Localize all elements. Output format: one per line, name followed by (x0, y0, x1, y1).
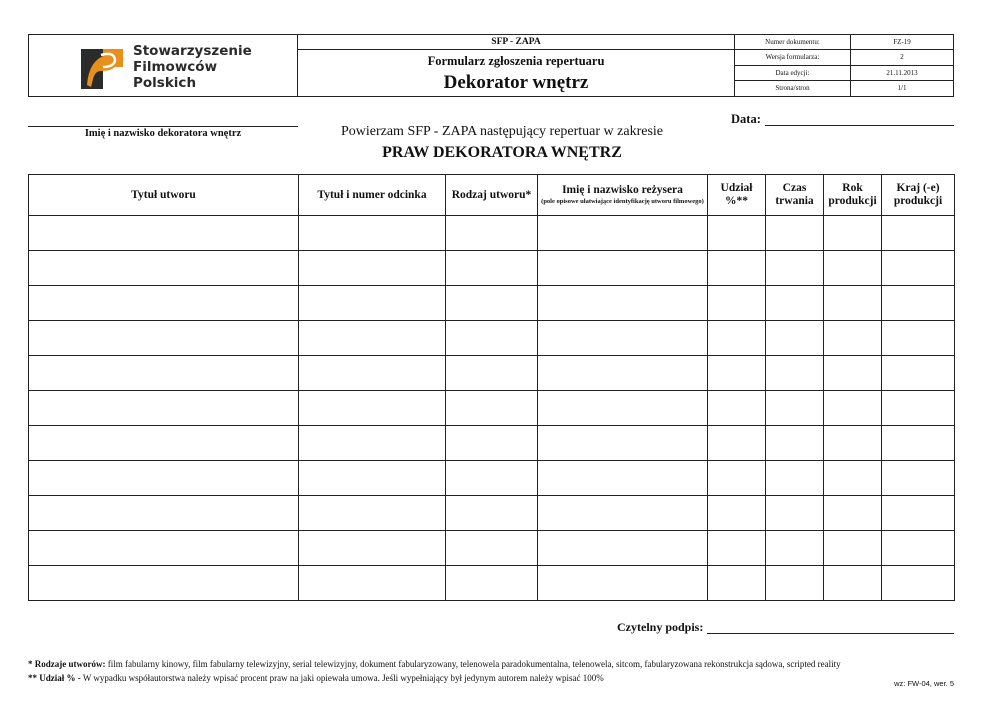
sfp-logo-icon (81, 45, 125, 89)
cell-share[interactable] (708, 426, 766, 461)
cell-kind[interactable] (446, 356, 538, 391)
table-row (29, 496, 955, 531)
col-header-duration (766, 175, 824, 216)
cell-duration[interactable] (766, 531, 824, 566)
country-label-1: Kraj (-e) (896, 182, 940, 194)
cell-year[interactable] (824, 461, 882, 496)
signature-label: Czytelny podpis: (617, 620, 704, 634)
cell-episode[interactable] (299, 566, 446, 601)
cell-director[interactable] (538, 321, 708, 356)
meta-row-edit-date (735, 66, 953, 81)
date-input-line[interactable] (765, 125, 954, 126)
title-cell (298, 35, 735, 96)
col-header-share (708, 175, 766, 216)
cell-duration[interactable] (766, 426, 824, 461)
cell-year[interactable] (824, 356, 882, 391)
scope-title: PRAW DEKORATORA WNĘTRZ (382, 144, 622, 161)
cell-director[interactable] (538, 391, 708, 426)
cell-title[interactable] (29, 216, 299, 251)
cell-title[interactable] (29, 461, 299, 496)
footnote-share-label: ** Udział % - (28, 673, 81, 683)
cell-country[interactable] (882, 461, 955, 496)
logo-line-3: Polskich (133, 75, 197, 91)
cell-kind[interactable] (446, 531, 538, 566)
meta-value: 21.11.2013 (886, 68, 918, 77)
cell-duration[interactable] (766, 286, 824, 321)
cell-episode[interactable] (299, 251, 446, 286)
logo-line-1: Stowarzyszenie (133, 43, 252, 59)
cell-episode[interactable] (299, 321, 446, 356)
cell-country[interactable] (882, 251, 955, 286)
cell-kind[interactable] (446, 251, 538, 286)
cell-director[interactable] (538, 496, 708, 531)
cell-episode[interactable] (299, 531, 446, 566)
cell-director[interactable] (538, 426, 708, 461)
cell-year[interactable] (824, 566, 882, 601)
cell-year[interactable] (824, 391, 882, 426)
meta-label: Wersja formularza: (735, 50, 851, 64)
org-name: SFP - ZAPA (298, 35, 734, 50)
cell-country[interactable] (882, 286, 955, 321)
cell-year[interactable] (824, 251, 882, 286)
meta-label: Strona/stron (735, 81, 851, 96)
name-input-line[interactable] (28, 126, 298, 127)
col-header-year (824, 175, 882, 216)
cell-country[interactable] (882, 426, 955, 461)
cell-kind[interactable] (446, 426, 538, 461)
country-label-2: produkcji (893, 195, 943, 207)
col-header-country (882, 175, 955, 216)
cell-duration[interactable] (766, 461, 824, 496)
cell-share[interactable] (708, 531, 766, 566)
table-body (29, 216, 955, 601)
logo-line-2: Filmowców (133, 59, 218, 75)
cell-share[interactable] (708, 391, 766, 426)
table-row (29, 216, 955, 251)
cell-director[interactable] (538, 286, 708, 321)
cell-country[interactable] (882, 321, 955, 356)
cell-country[interactable] (882, 496, 955, 531)
cell-director[interactable] (538, 531, 708, 566)
table-row (29, 251, 955, 286)
share-label-2: %** (725, 195, 748, 207)
cell-duration[interactable] (766, 566, 824, 601)
meta-value: 2 (900, 53, 904, 62)
repertoire-table (28, 174, 955, 601)
cell-share[interactable] (708, 286, 766, 321)
cell-episode[interactable] (299, 286, 446, 321)
cell-duration[interactable] (766, 216, 824, 251)
cell-kind[interactable] (446, 216, 538, 251)
cell-duration[interactable] (766, 391, 824, 426)
table-row (29, 321, 955, 356)
cell-country[interactable] (882, 216, 955, 251)
meta-value: FZ-19 (893, 38, 911, 46)
year-label-2: produkcji (828, 195, 877, 207)
cell-director[interactable] (538, 461, 708, 496)
cell-share[interactable] (708, 496, 766, 531)
logo-cell (29, 35, 298, 96)
footnote-share-text: W wypadku współautorstwa należy wpisać procent praw na jaki opiewała umowa. Jeśli wypełniający był jedynym autorem należy wpisać 100% (80, 673, 604, 683)
col-header-director (538, 175, 708, 216)
form-version-code: wz: FW-04, wer. 5 (894, 679, 954, 688)
share-label-1: Udział (720, 182, 753, 194)
cell-duration[interactable] (766, 356, 824, 391)
table-row (29, 391, 955, 426)
cell-director[interactable] (538, 216, 708, 251)
name-label: Imię i nazwisko dekoratora wnętrz (84, 128, 242, 139)
footnote-share (28, 673, 604, 683)
date-label: Data: (731, 112, 761, 126)
cell-duration[interactable] (766, 251, 824, 286)
cell-country[interactable] (882, 356, 955, 391)
meta-label: Data edycji: (735, 66, 851, 80)
footnote-kinds-text: film fabularny kinowy, film fabularny telewizyjny, serial telewizyjny, dokument fabularyzowany, telenowela paradokumentalna, telenowela, sitcom, fabularyzowana rekonstrukcja sądowa, scripted reality (105, 659, 841, 669)
cell-year[interactable] (824, 426, 882, 461)
meta-value: 1/1 (897, 83, 907, 92)
director-note: (pole opisowe ułatwiające identyfikację utworu filmowego) (541, 198, 704, 205)
table-row (29, 286, 955, 321)
cell-title[interactable] (29, 426, 299, 461)
cell-title[interactable] (29, 356, 299, 391)
document-header (28, 34, 954, 97)
cell-episode[interactable] (299, 216, 446, 251)
table-row (29, 461, 955, 496)
cell-title[interactable] (29, 251, 299, 286)
cell-episode[interactable] (299, 426, 446, 461)
cell-director[interactable] (538, 566, 708, 601)
duration-label-2: trwania (775, 195, 814, 207)
cell-title[interactable] (29, 531, 299, 566)
cell-year[interactable] (824, 496, 882, 531)
cell-country[interactable] (882, 566, 955, 601)
logo-wordmark (133, 43, 252, 91)
table-header-row (29, 175, 955, 216)
cell-share[interactable] (708, 566, 766, 601)
cell-title[interactable] (29, 321, 299, 356)
role-title: Dekorator wnętrz (443, 72, 589, 93)
duration-label-1: Czas (782, 182, 807, 194)
cell-year[interactable] (824, 531, 882, 566)
meta-row-page (735, 81, 953, 96)
table-row (29, 531, 955, 566)
cell-country[interactable] (882, 391, 955, 426)
document-meta (735, 35, 953, 96)
col-header-episode: Tytuł i numer odcinka (299, 175, 446, 216)
cell-year[interactable] (824, 216, 882, 251)
table-row (29, 566, 955, 601)
cell-share[interactable] (708, 216, 766, 251)
cell-episode[interactable] (299, 391, 446, 426)
meta-label: Numer dokumentu: (735, 35, 851, 49)
cell-director[interactable] (538, 356, 708, 391)
cell-title[interactable] (29, 566, 299, 601)
col-header-title: Tytuł utworu (29, 175, 299, 216)
cell-share[interactable] (708, 461, 766, 496)
cell-kind[interactable] (446, 321, 538, 356)
signature-line[interactable] (707, 633, 954, 634)
intro-text: Powierzam SFP - ZAPA następujący repertuar w zakresie (340, 124, 664, 139)
cell-title[interactable] (29, 496, 299, 531)
cell-title[interactable] (29, 391, 299, 426)
cell-duration[interactable] (766, 496, 824, 531)
cell-share[interactable] (708, 251, 766, 286)
cell-episode[interactable] (299, 496, 446, 531)
cell-director[interactable] (538, 251, 708, 286)
cell-share[interactable] (708, 321, 766, 356)
cell-episode[interactable] (299, 461, 446, 496)
cell-episode[interactable] (299, 356, 446, 391)
table-row (29, 356, 955, 391)
cell-duration[interactable] (766, 321, 824, 356)
cell-title[interactable] (29, 286, 299, 321)
meta-row-form-version (735, 50, 953, 65)
cell-kind[interactable] (446, 461, 538, 496)
cell-kind[interactable] (446, 286, 538, 321)
cell-kind[interactable] (446, 566, 538, 601)
footnote-kinds-label: * Rodzaje utworów: (28, 659, 106, 669)
cell-year[interactable] (824, 286, 882, 321)
cell-share[interactable] (708, 356, 766, 391)
footnote-kinds (28, 659, 841, 669)
meta-row-doc-number (735, 35, 953, 50)
form-title: Formularz zgłoszenia repertuaru (427, 54, 605, 68)
cell-kind[interactable] (446, 391, 538, 426)
cell-kind[interactable] (446, 496, 538, 531)
cell-year[interactable] (824, 321, 882, 356)
col-header-kind: Rodzaj utworu* (446, 175, 538, 216)
director-label: Imię i nazwisko reżysera (562, 184, 683, 196)
cell-country[interactable] (882, 531, 955, 566)
table-row (29, 426, 955, 461)
year-label-1: Rok (842, 182, 863, 194)
